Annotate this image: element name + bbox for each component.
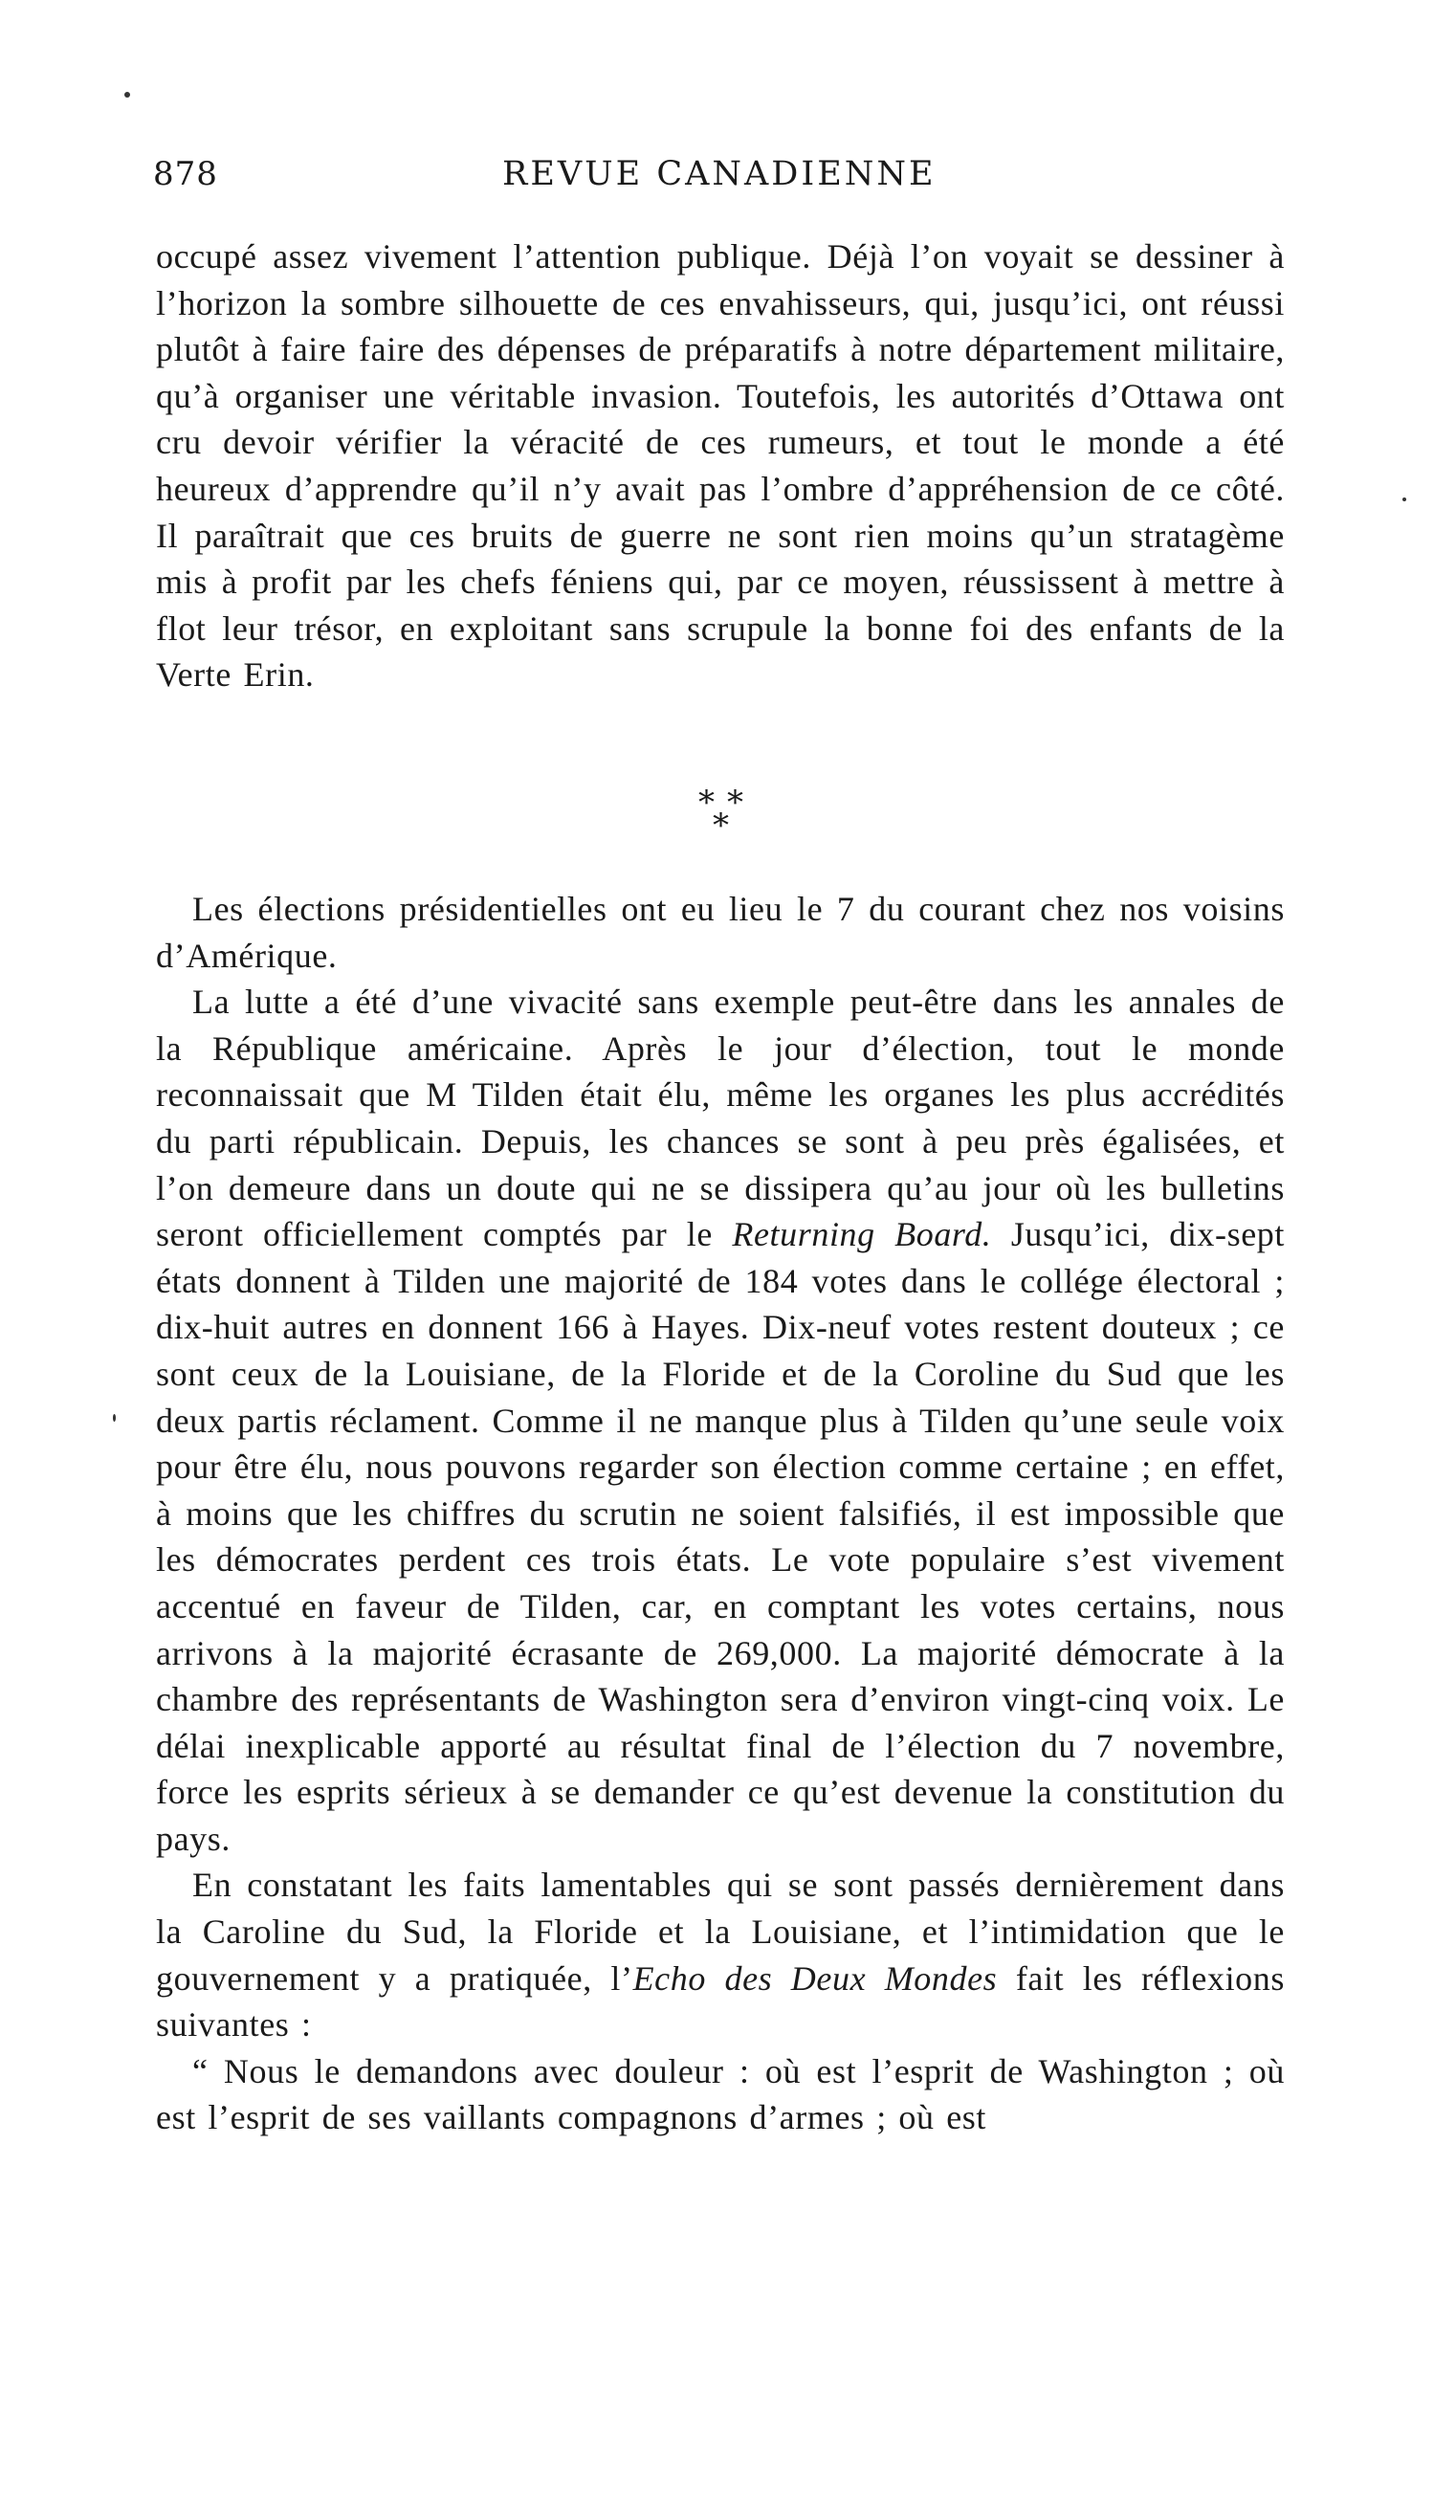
scan-margin xyxy=(1399,0,1456,2520)
paragraph-fenian-rumours: occupé assez vivement l’attention publique. Déjà l’on voyait se dessiner à l’horizon la sombre silhouette de ces envahisseurs, qui, jusqu’ici, ont réussi plutôt à faire faire des dépenses de préparatifs à notre département militaire, qu’à organiser une véritable invasion. Toutefois, les autorités d’Ottawa ont cru devoir vérifier la véracité de ces rumeurs, et tout le monde a été heureux d’apprendre qu’il n’y avait pas l’ombre d’appréhension de ce côté. Il paraîtrait que ces bruits de guerre ne sont rien moins qu’un stratagème mis à profit par les chefs féniens qui, par ce moyen, réussissent à mettre à flot leur trésor, en exploitant sans scrupule la bonne foi des enfants de la Verte Erin. xyxy=(156,237,1285,695)
paragraph-echo-text-b: fait les réflexions suivantes : xyxy=(156,1958,1285,2045)
text-block-1 xyxy=(156,233,1285,698)
paragraph-contest-text-a: La lutte a été d’une vivacité sans exemple peut-être dans les annales de la République américaine. Après le jour d’élection, tout le monde reconnaissait que M Tilden était élu, même les organes les plus accrédités du parti républicain. Depuis, les chances se sont à peu près égalisées, et l’on demeure dans un doute qui ne se dissipera qu’au jour où les bulletins seront officiellement comptés par le xyxy=(156,983,1285,1254)
paragraph-echo-text-a: En constatant les faits lamentables qui se sont passés dernièrement dans la Caroline du Sud, la Floride et la Louisiane, et l’intimidation que le gouvernement y a pratiquée, l’ xyxy=(156,1866,1285,1998)
ink-speck xyxy=(124,92,130,98)
running-head xyxy=(153,155,1291,203)
journal-title: REVUE CANADIENNE xyxy=(502,155,937,193)
separator-asterisk: * xyxy=(727,784,743,822)
page-number: 878 xyxy=(153,155,218,193)
echo-des-deux-mondes-italic: Echo des Deux Mondes xyxy=(632,1958,998,1998)
returning-board-italic: Returning Board. xyxy=(732,1215,992,1254)
paragraph-quotation: “ Nous le demandons avec douleur : où est l’esprit de Washington ; où est l’esprit de ses vaillants compagnons d’armes ; où est xyxy=(156,2051,1285,2137)
paragraph-contest xyxy=(156,979,1285,1862)
paragraph-contest-text-b: Jusqu’ici, dix-sept états donnent à Tilden une majorité de 184 votes dans le collége électoral ; dix-huit autres en donnent 166 à Hayes. Dix-neuf votes restent douteux ; ce sont ceux de la Louisiane, de la Floride et de la Coroline du Sud que les deux partis réclament. Comme il ne manque plus à Tilden qu’une seule voix pour être élu, nous pouvons regarder son élection comme certaine ; en effet, à moins que les chiffres du scrutin ne soient falsifiés, il est impossible que les démocrates perdent ces trois états. Le vote populaire s’est vivement accentué en faveur de Tilden, car, en comptant les votes certains, nous arrivons à la majorité écrasante de 269,000. La majorité démocrate à la chambre des représentants de Washington sera d’environ vingt-cinq voix. Le délai inexplicable apporté au résultat final de l’élection du 7 novembre, force les esprits sérieux à se demander ce qu’est devenue la constitution du pays. xyxy=(156,1215,1285,1858)
paragraph-echo xyxy=(156,1862,1285,2047)
separator-asterisk: * xyxy=(698,784,715,822)
section-separator xyxy=(691,775,777,851)
paragraph-elections: Les élections présidentielles ont eu lieu le 7 du courant chez nos voisins d’Amérique. xyxy=(156,890,1285,975)
separator-asterisk: * xyxy=(713,807,729,845)
ink-speck xyxy=(1402,497,1406,501)
ink-speck xyxy=(113,1414,116,1422)
text-block-2 xyxy=(156,886,1285,2141)
